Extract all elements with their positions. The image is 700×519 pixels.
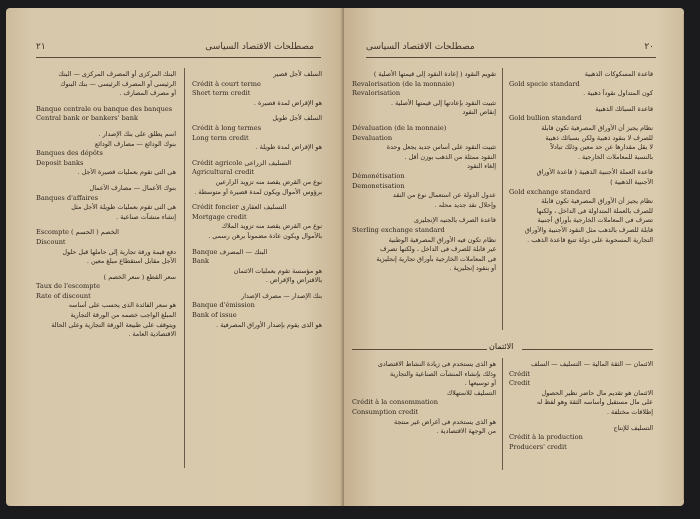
arabic-text-line: وإحلال نقد جديد محله . bbox=[434, 200, 496, 209]
open-book bbox=[6, 8, 694, 514]
latin-text-line: Crédit à la production bbox=[509, 433, 583, 442]
latin-text-line: Deposit banks bbox=[36, 158, 84, 167]
arabic-text-line: النقود ممثلة من الذهب بوزن أقل . bbox=[404, 152, 496, 161]
arabic-text-line: هى التى تقوم بعمليات قصيرة الأجل . bbox=[77, 168, 176, 177]
arabic-text-line: هو الإقراض لمدة طويلة . bbox=[255, 143, 322, 152]
section-title: الائتمان bbox=[489, 342, 514, 351]
latin-text-line: Producers' credit bbox=[509, 442, 567, 451]
running-title: مصطلحات الاقتصاد السياسى bbox=[366, 42, 475, 52]
latin-text-line: Crédit à court terme bbox=[192, 79, 261, 88]
arabic-text-line: وذلك بإنشاء المنشآت الصناعية والتجارية bbox=[390, 369, 496, 378]
arabic-text-line: اسم يطلق على بنك الإصدار . bbox=[98, 129, 176, 138]
arabic-text-line: الرئيسى أو المصرف الرئيسى — بنك البنوك bbox=[60, 79, 176, 88]
arabic-text-line: قاعدة المسكوكات الذهبية bbox=[584, 70, 653, 78]
left-page-left-column bbox=[36, 70, 176, 340]
right-page bbox=[344, 8, 684, 506]
latin-text-line: Crédit foncier التسليف العقارى bbox=[192, 203, 287, 212]
latin-text-line: Demonetisation bbox=[352, 181, 405, 190]
arabic-text-line: بالأموال ويكون عادة مضموناً برهن رسمى . bbox=[208, 231, 322, 240]
right-page-right-column-top bbox=[509, 70, 653, 245]
arabic-text-line: سعر القطع ( سعر الخصم ) bbox=[103, 272, 176, 281]
running-title: مصطلحات الاقتصاد السياسى bbox=[205, 42, 314, 52]
latin-text-line: Central bank or bankers' bank bbox=[36, 114, 138, 123]
arabic-text-line: أو بنقود إنجليزية . bbox=[449, 264, 496, 273]
page-number: ٢٠ bbox=[644, 42, 654, 52]
arabic-text-line: للصرف بالعملة المتداولة فى الداخل ، ولكنها bbox=[536, 206, 653, 215]
latin-text-line: Dévaluation (de la monnaie) bbox=[352, 123, 447, 132]
arabic-text-line: الأجل مقابل استقطاع مبلغ معين . bbox=[86, 257, 176, 266]
page-number: ٢١ bbox=[36, 42, 46, 52]
arabic-text-line: نظام تكون فيه الأوراق المصرفية الوطنية bbox=[388, 235, 496, 244]
column-divider bbox=[502, 358, 503, 470]
latin-text-line: Consumption credit bbox=[352, 407, 419, 416]
arabic-text-line: لا يقل مقدارها عن حد معين وذلك تبادلاً bbox=[550, 143, 653, 152]
latin-text-line: Banque البنك — المصرف bbox=[192, 247, 268, 256]
header-rule bbox=[366, 57, 656, 58]
arabic-text-line: السلف لأجل طويل bbox=[272, 114, 322, 123]
latin-text-line: Crédit bbox=[509, 369, 531, 378]
latin-text-line: Discount bbox=[36, 237, 66, 246]
latin-text-line: Revalorisation bbox=[352, 89, 401, 98]
arabic-text-line: إنشاء منشآت صناعية . bbox=[116, 212, 176, 221]
arabic-text-line: دفع قيمة ورقة تجارية إلى حاملها قبل حلول bbox=[62, 247, 176, 256]
latin-text-line: Credit bbox=[509, 379, 531, 388]
right-page-left-column-bottom bbox=[352, 360, 496, 437]
arabic-text-line: ويتوقف على طبيعة الورقة التجارية وعلى الحالة bbox=[51, 320, 176, 329]
latin-text-line: Bank bbox=[192, 257, 210, 266]
arabic-text-line: نظام يجيز أن الأوراق المصرفية تكون قابلة bbox=[541, 123, 653, 132]
arabic-text-line: قاعدة العملة الأجنبية الذهبية ( قاعدة الأوراق bbox=[536, 168, 653, 177]
arabic-text-line: البنك المركزى أو المصرف المركزى — البنك bbox=[58, 70, 176, 78]
page-edges bbox=[682, 14, 684, 500]
arabic-text-line: الائتمان — الثقة المالية — التسليف — السلف bbox=[531, 360, 653, 368]
latin-text-line: Short term credit bbox=[192, 89, 251, 98]
arabic-text-line: إطلاقات مختلفة . bbox=[606, 407, 653, 416]
left-page-right-column bbox=[192, 70, 322, 330]
arabic-text-line: قابلة للصرف بالذهب مثل النقود الأجنبية والأوراق bbox=[524, 225, 653, 234]
arabic-text-line: هو الذى يقوم بإصدار الأوراق المصرفية . bbox=[216, 320, 322, 329]
arabic-text-line: هو سعر الفائدة الذى يحسب على أساسه bbox=[68, 301, 176, 310]
arabic-text-line: نظام يجيز أن الأوراق المصرفية تكون قابلة bbox=[541, 197, 653, 206]
arabic-text-line: بالاقتراض والإقراض . bbox=[265, 276, 322, 285]
arabic-text-line: تثبيت النقود بإعادتها إلى قيمتها الأصلية . bbox=[391, 98, 496, 107]
latin-text-line: Mortgage credit bbox=[192, 212, 247, 221]
arabic-text-line: أو توسيعها . bbox=[464, 379, 496, 388]
latin-text-line: Crédit à la consommation bbox=[352, 398, 439, 407]
arabic-text-line: إنقاص النقود bbox=[462, 108, 496, 117]
arabic-text-line: تثبيت النقود على أساس جديد يجعل وحدة bbox=[386, 143, 496, 152]
arabic-text-line: فى المعاملات الخارجية بأوراق تجارية إنجليزية bbox=[376, 254, 496, 263]
latin-text-line: Banque centrale ou banque des banques bbox=[36, 104, 173, 113]
column-divider bbox=[502, 68, 503, 330]
arabic-text-line: هو مؤسسة تقوم بعمليات الائتمان bbox=[233, 266, 322, 275]
arabic-text-line: الائتمان هو تقديم مال حاضر نظير الحصول bbox=[541, 388, 653, 397]
latin-text-line: Sterling exchange standard bbox=[352, 225, 445, 234]
latin-text-line: Agricultural credit bbox=[192, 168, 255, 177]
latin-text-line: Banques des dépôts bbox=[36, 149, 103, 158]
arabic-text-line: من الوجهة الاقتصادية . bbox=[436, 427, 496, 436]
column-divider bbox=[184, 68, 185, 468]
arabic-text-line: بنوك الودائع — مصارف الودائع bbox=[94, 139, 176, 148]
arabic-text-line: هى التى تقوم بعمليات طويلة الأجل مثل bbox=[71, 203, 176, 212]
header-rule bbox=[36, 57, 321, 58]
arabic-text-line: هو الذى يستخدم فى أغراض غير منتجة bbox=[394, 417, 496, 426]
section-rule-right bbox=[522, 349, 653, 350]
latin-text-line: Gold exchange standard bbox=[509, 187, 591, 196]
arabic-text-line: التسليف للإنتاج bbox=[613, 423, 653, 432]
arabic-text-line: برؤوس الأموال ويكون لمدة قصيرة أو متوسطة . bbox=[194, 187, 322, 196]
latin-text-line: Bank of issue bbox=[192, 311, 237, 320]
arabic-text-line: كون المتداول نقوداً ذهبية . bbox=[583, 89, 653, 98]
arabic-text-line: الاقتصادية العامة . bbox=[128, 330, 176, 339]
arabic-text-line: الأجنبية الذهبية ) bbox=[610, 177, 653, 186]
arabic-text-line: على مال مستقبل وأساسه الثقة وهو لفظ له bbox=[536, 398, 653, 407]
arabic-text-line: تصرف فى المعاملات الخارجية بأوراق أجنبية bbox=[537, 216, 653, 225]
arabic-text-line: بنوك الأعمال — مصارف الأعمال bbox=[89, 183, 176, 192]
arabic-text-line: بنك الإصدار — مصرف الإصدار bbox=[241, 291, 322, 300]
arabic-text-line: السلف لأجل قصير bbox=[273, 70, 322, 78]
latin-text-line: Démonétisation bbox=[352, 171, 405, 180]
arabic-text-line: هو الإقراض لمدة قصيرة . bbox=[253, 98, 322, 107]
arabic-text-line: للصرف لا بنقود ذهبية ولكن بسبائك ذهبية bbox=[545, 133, 653, 142]
section-rule-left bbox=[352, 349, 487, 350]
latin-text-line: Crédit à long termes bbox=[192, 123, 262, 132]
arabic-text-line: عدول الدولة عن استعمال نوع من النقد bbox=[392, 191, 496, 200]
latin-text-line: Escompte الخصم ( الحسم ) bbox=[36, 228, 119, 237]
arabic-text-line: التسليف للاستهلاك bbox=[446, 388, 496, 397]
right-page-left-column-top bbox=[352, 70, 496, 274]
arabic-text-line: غير قابلة للصرف فى الداخل ، ولكنها تصرف bbox=[379, 245, 496, 254]
arabic-text-line: نوع من القرض يقصد منه تزويد الملاك bbox=[221, 222, 322, 231]
latin-text-line: Gold specie standard bbox=[509, 79, 580, 88]
latin-text-line: Taux de l'escompte bbox=[36, 282, 100, 291]
latin-text-line: Banques d'affaires bbox=[36, 193, 98, 202]
arabic-text-line: قاعدة الصرف بالجنيه الإنجليزى bbox=[413, 216, 496, 225]
latin-text-line: Rate of discount bbox=[36, 291, 91, 300]
latin-text-line: Revalorisation (de la monnaie) bbox=[352, 79, 455, 88]
arabic-text-line: قاعدة السبائك الذهبية bbox=[595, 104, 653, 113]
arabic-text-line: التجارية المسحوبة على دولة تتبع قاعدة الذهب . bbox=[527, 235, 653, 244]
arabic-text-line: بالنسبة للمعاملات الخارجية . bbox=[577, 152, 653, 161]
arabic-text-line: تقويم النقود ( إعادة النقود إلى قيمتها الأصلية ) bbox=[373, 70, 496, 78]
latin-text-line: Banque d'émission bbox=[192, 301, 255, 310]
left-page bbox=[6, 8, 344, 506]
latin-text-line: Devaluation bbox=[352, 133, 393, 142]
arabic-text-line: المبلغ الواجب خصمه من الورقة التجارية bbox=[70, 311, 176, 320]
latin-text-line: Gold bullion standard bbox=[509, 114, 582, 123]
arabic-text-line: نوع من القرض يقصد منه تزويد الزارعين bbox=[215, 177, 322, 186]
arabic-text-line: إلغاء النقود bbox=[467, 162, 496, 171]
arabic-text-line: هو الذى يستخدم فى زيادة النشاط الاقتصادى bbox=[377, 360, 496, 368]
arabic-text-line: أو مصرف المصارف . bbox=[119, 89, 176, 98]
right-page-right-column-bottom bbox=[509, 360, 653, 452]
latin-text-line: Crédit agricole التسليف الزراعى bbox=[192, 158, 292, 167]
latin-text-line: Long term credit bbox=[192, 133, 249, 142]
